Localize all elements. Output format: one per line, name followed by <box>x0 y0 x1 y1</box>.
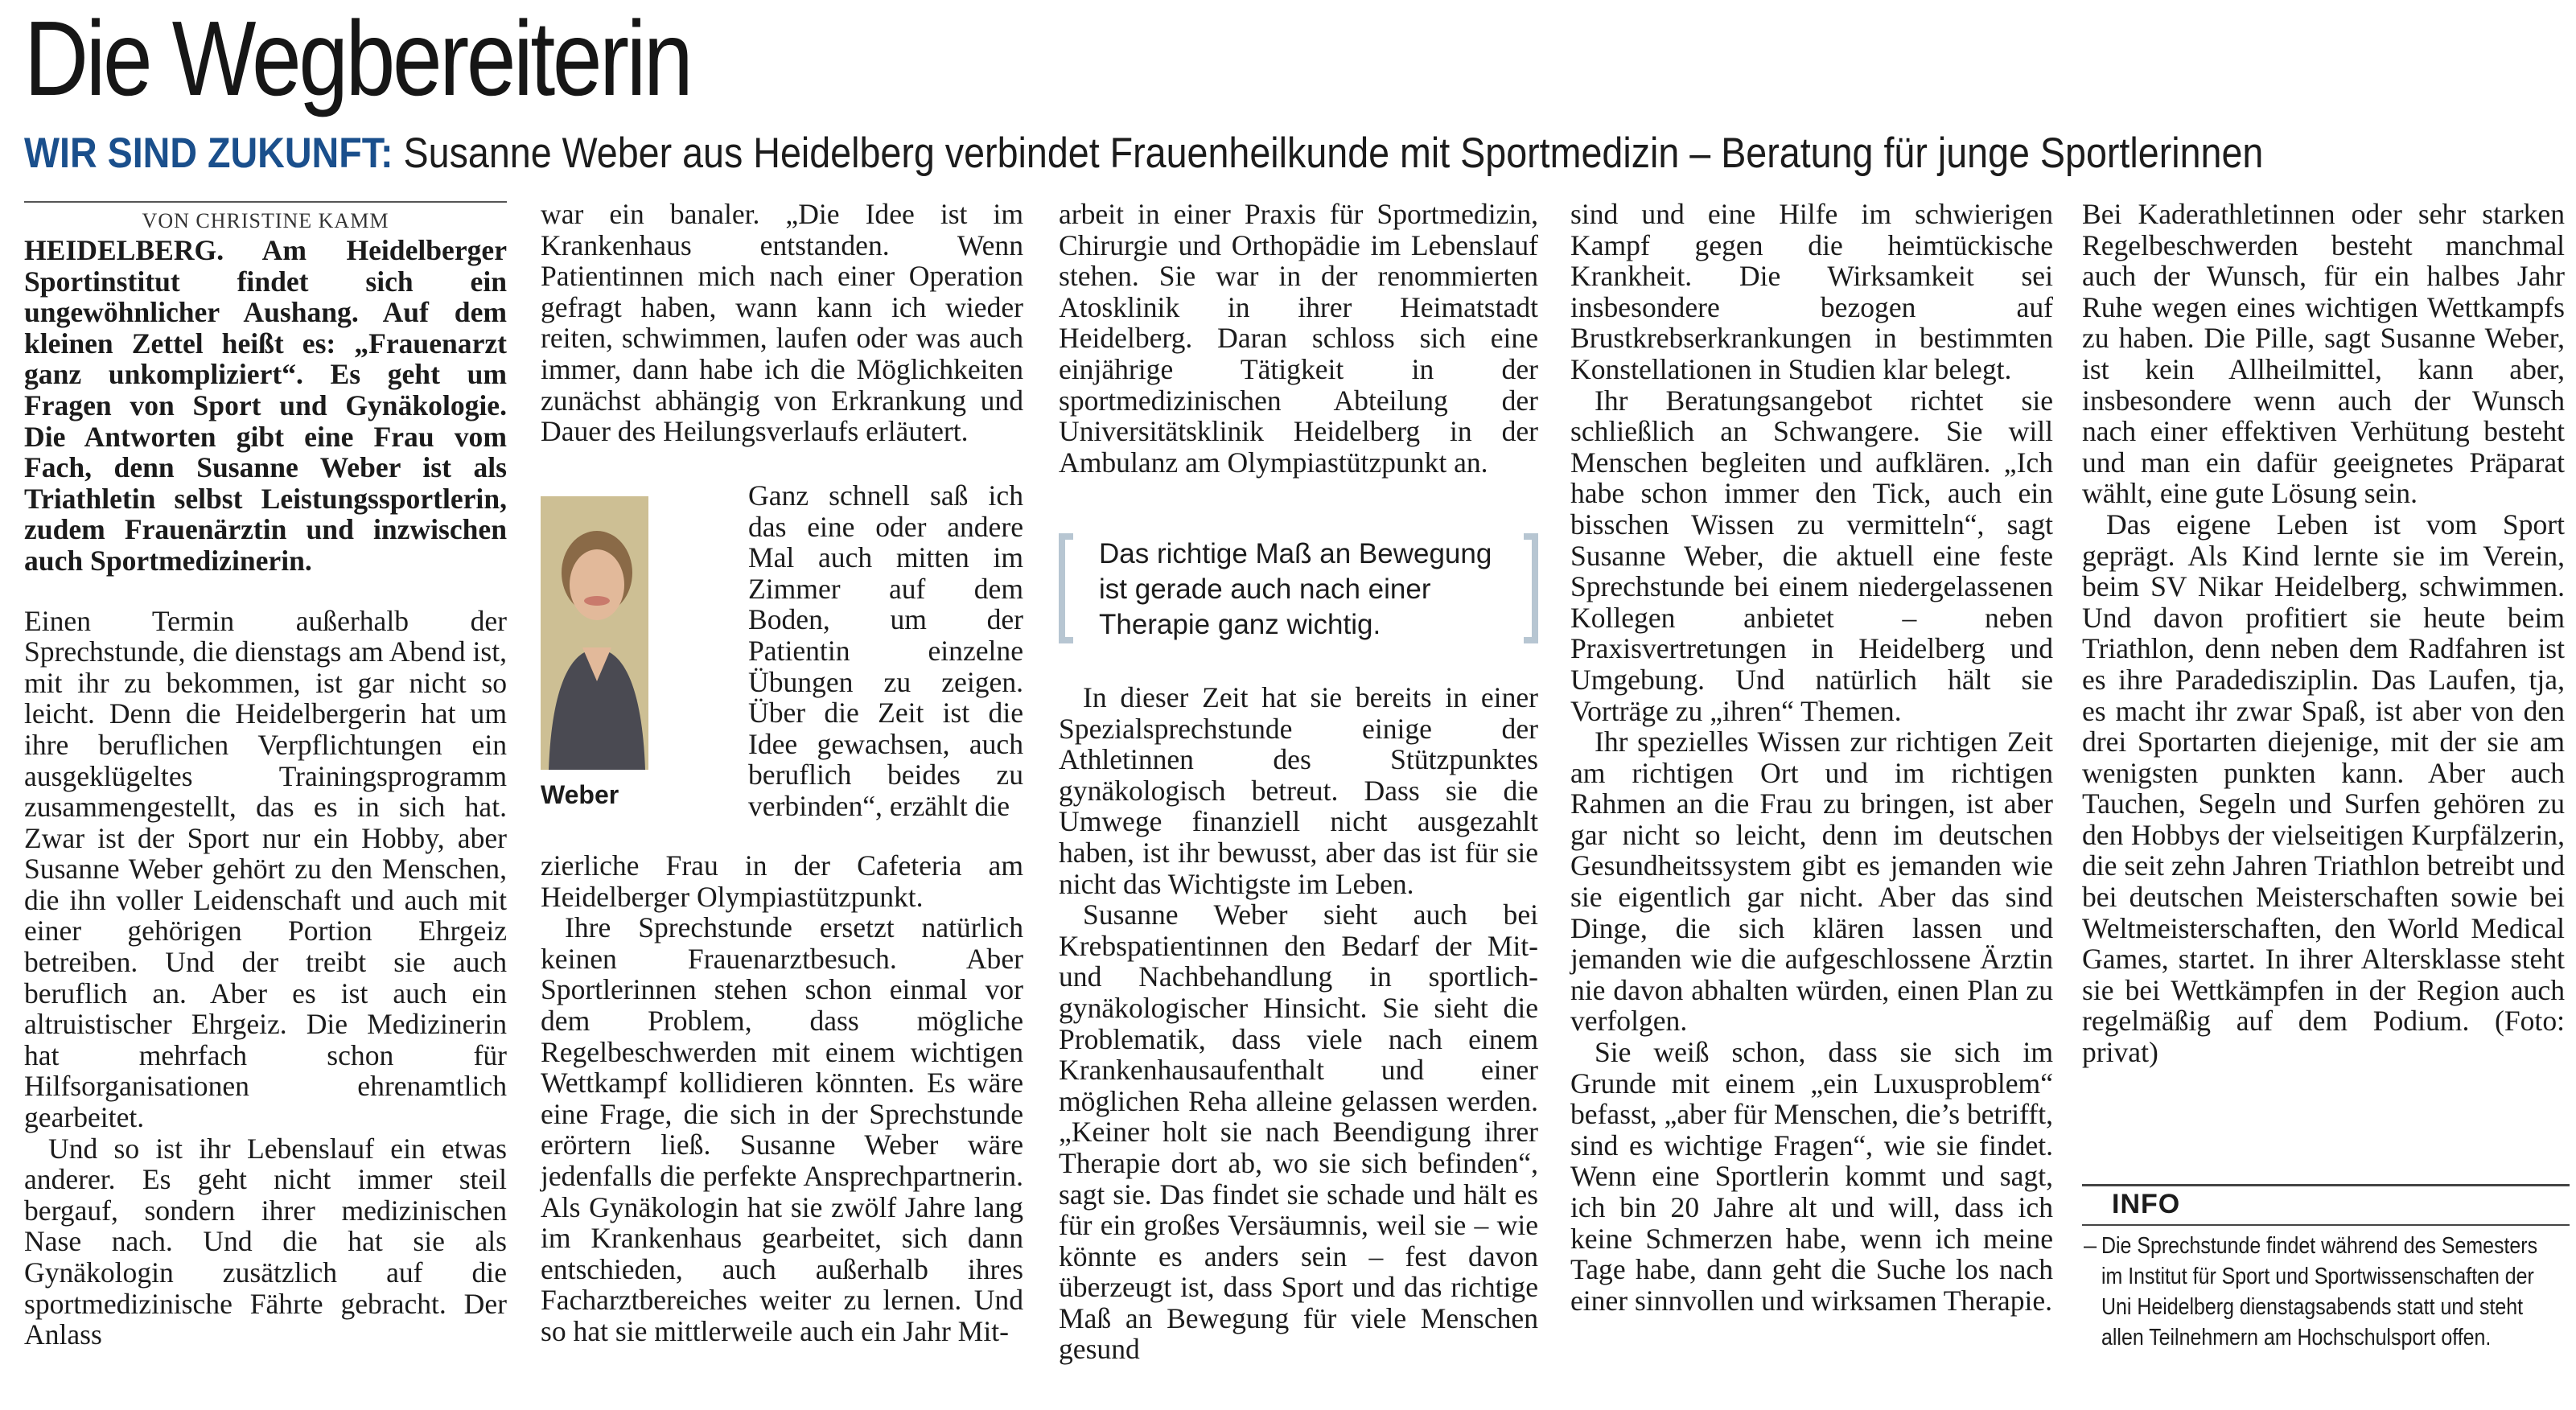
column-2-side <box>748 480 1023 822</box>
kicker: WIR SIND ZUKUNFT: <box>24 129 393 177</box>
col3-paragraph-1: arbeit in einer Praxis für Sportmedizin, Chirurgie und Orthopädie im Lebenslauf stehen. Sie war in der renommierten Atosklinik in ihrer Heimatstadt Heidelberg. Daran schloss sich eine einjährige Tätigkeit in der sportmedizinischen Abteilung der Universitätsklinik Heidelberg in der Ambulanz am Olympiastützpunkt an. <box>1059 198 1538 479</box>
subheadline-row <box>24 129 2263 178</box>
byline: VON CHRISTINE KAMM <box>24 201 507 233</box>
info-top-rule <box>2082 1184 2570 1186</box>
col4-paragraph-1: sind und eine Hilfe im schwierigen Kampf gegen die heimtückische Krankheit. Die Wirksamkeit sei insbesondere bezogen auf Brustkrebserkrankungen in bestimmten Konstellationen in Studien klar belegt. <box>1570 198 2053 385</box>
pull-quote <box>1059 533 1538 643</box>
lead-paragraph: HEIDELBERG. Am Heidelberger Sportinstitut findet sich ein ungewöhnlicher Aushang. Auf dem kleinen Zettel heißt es: „Frauenarzt ganz unkompliziert“. Es geht um Fragen von Sport und Gynäkologie. Die Antworten gibt eine Frau vom Fach, denn Susanne Weber ist als Triathletin selbst Leistungssportlerin, zudem Frauenärztin und inzwischen auch Sportmedizinerin. <box>24 234 507 577</box>
info-label: INFO <box>2112 1189 2181 1219</box>
portrait-illustration <box>541 496 648 770</box>
col4-paragraph-3: Ihr spezielles Wissen zur richtigen Zeit am richtigen Ort und im richtigen Rahmen an die Frau zu bringen, ist aber gar nicht so leicht, denn im deutschen Gesundheitssystem gibt es jemanden wie sie eigentlich gar nicht. Aber das sind Dinge, die sich klären lassen und jemanden wie die aufgeschlossene Ärztin nie davon abhalten würden, einen Plan zu verfolgen. <box>1570 726 2053 1038</box>
quote-bracket-left <box>1059 533 1073 643</box>
col4-paragraph-4: Sie weiß schon, dass sie sich im Grunde mit einem „ein Luxusproblem“ befasst, „aber für Menschen, die’s betrifft, sind es wichtige Fragen“, wie sie findet. Wenn eine Sportlerin kommt und sagt, ich bin 20 Jahre alt und will, dass ich keine Schmerzen habe, wenn ich meine Tage habe, dann geht die Suche los nach einer sinnvollen und wirksamen Therapie. <box>1570 1036 2053 1317</box>
col2-paragraph-side: Ganz schnell saß ich das eine oder andere Mal auch mitten im Zimmer auf dem Boden, um der Patientin einzelne Übungen zu zeigen. Über die Zeit ist die Idee gewachsen, auch beruflich beides zu verbinden“, erzählt die <box>748 479 1023 822</box>
column-4 <box>1570 199 2053 1316</box>
col3-paragraph-2: In dieser Zeit hat sie bereits in einer Spezialsprechstunde einige der Athletinnen des Stützpunktes gynäkologisch betreut. Dass sie die Umwege finanziell nicht ausgezahlt haben, ist ihr bewusst, aber das ist für sie nicht das Wichtigste im Leben. <box>1059 681 1538 900</box>
portrait-photo <box>541 496 648 770</box>
column-3-bottom <box>1059 682 1538 1365</box>
headline: Die Wegbereiterin <box>24 0 691 117</box>
column-2-bottom <box>541 850 1023 1347</box>
info-dash-icon: – <box>2084 1233 2097 1259</box>
column-5 <box>2082 199 2565 1068</box>
col2-paragraph-rest-1: zierliche Frau in der Cafeteria am Heidelberger Olympiastützpunkt. <box>541 849 1023 913</box>
col3-paragraph-3: Susanne Weber sieht auch bei Krebspatientinnen den Bedarf der Mit- und Nachbehandlung in sportlich-gynäkologischer Hinsicht. Sie sieht die Problematik, dass viele nach einem Krankenhausaufenthalt und einer möglichen Reha alleine gelassen werden. „Keiner holt sie nach Beendigung ihrer Therapie dort ab, wo sie sich befinden“, sagt sie. Das findet sie schade und hält es für ein großes Versäumnis, weil sie – wie könnte es anders sein – fest davon überzeugt ist, dass Sport und das richtige Maß an Bewegung für viele Menschen gesund <box>1059 898 1538 1366</box>
info-text: Die Sprechstunde findet während des Semesters im Institut für Sport und Sportwissenschaften der Uni Heidelberg dienstagsabends statt und steht allen Teilnehmern am Hochschulsport offen. <box>2101 1233 2538 1350</box>
col5-paragraph-1: Bei Kaderathletinnen oder sehr starken Regelbeschwerden besteht manchmal auch der Wunsch, für ein halbes Jahr Ruhe wegen eines wichtigen Wettkampfs zu haben. Die Pille, sagt Susanne Weber, ist kein Allheilmittel, kann aber, insbesondere wenn auch der Wunsch nach einer effektiven Verhütung besteht und man ein dafür geeignetes Präparat wählt, eine gute Lösung sein. <box>2082 198 2565 510</box>
col4-paragraph-2: Ihr Beratungsangebot richtet sie schließlich an Schwangere. Sie will Menschen begleiten und aufklären. „Ich habe schon immer den Tick, auch ein bisschen Wissen zu vermitteln“, sagt Susanne Weber, die aktuell eine feste Sprechstunde bei einem niedergelassenen Kollegen anbietet – neben Praxisvertretungen in Heidelberg und Umgebung. Und natürlich hält sie Vorträge zu „ihren“ Themen. <box>1570 384 2053 727</box>
photo-caption: Weber <box>541 780 619 809</box>
col2-paragraph-top: war ein banaler. „Die Idee ist im Krankenhaus entstanden. Wenn Patientinnen mich nach einer Operation gefragt haben, wann kann ich wieder reiten, schwimmen, laufen oder was auch immer, dann habe ich die Möglichkeiten zunächst abhängig von Erkrankung und Dauer des Heilungsverlaufs erläutert. <box>541 198 1023 448</box>
info-rule <box>2082 1224 2570 1226</box>
col2-paragraph-rest-2: Ihre Sprechstunde ersetzt natürlich keinen Frauenarztbesuch. Aber Sportlerinnen stehen schon einmal vor dem Problem, dass mögliche Regelbeschwerden mit einem wichtigen Wettkampf kollidieren könnten. Es wäre eine Frage, die sich in der Sprechstunde erörtern ließ. Susanne Weber wäre jedenfalls die perfekte Ansprechpartnerin. Als Gynäkologin hat sie zwölf Jahre lang im Krankenhaus gearbeitet, sich dann entschieden, auch außerhalb ihres Facharztbereiches weiter zu lernen. Und so hat sie mittlerweile auch ein Jahr Mit- <box>541 911 1023 1347</box>
col1-paragraph-2: Und so ist ihr Lebenslauf ein etwas anderer. Es geht nicht immer steil bergauf, sondern ihrer medizinischen Nase nach. Und die hat sie als Gynäkologin zusätzlich auf die sportmedizinische Fährte gebracht. Der Anlass <box>24 1132 507 1351</box>
column-3 <box>1059 199 1538 478</box>
quote-bracket-right <box>1524 533 1538 643</box>
col1-paragraph-1: Einen Termin außerhalb der Sprechstunde, die dienstags am Abend ist, mit ihr zu bekommen, ist gar nicht so leicht. Denn die Heidelbergerin hat um ihre beruflichen Verpflichtungen ein ausgeklügeltes Trainingsprogramm zusammengestellt, das es in sich hat. Zwar ist der Sport nur ein Hobby, aber Susanne Weber gehört zu den Menschen, die ihn voller Leidenschaft und auch mit einer gehörigen Portion Ehrgeiz betreiben. Und der treibt sie auch beruflich an. Aber es ist auch ein altruistischer Ehrgeiz. Die Medizinerin hat mehrfach schon für Hilfsorganisationen ehrenamtlich gearbeitet. <box>24 604 507 1134</box>
col5-paragraph-2: Das eigene Leben ist vom Sport geprägt. Als Kind lernte sie im Verein, beim SV Nikar Heidelberg, schwimmen. Und davon profitiert sie heute beim Triathlon, denn neben dem Radfahren ist es ihre Paradedisziplin. Das Laufen, tja, es macht ihr zwar Spaß, ist aber von den drei Sportarten diejenige, mit der sie am wenigsten punkten kann. Aber auch Tauchen, Segeln und Surfen gehören zu den Hobbys der vielseitigen Kurpfälzerin, die seit zehn Jahren Triathlon betreibt und bei deutschen Meisterschaften sowie bei Weltmeisterschaften, den World Medical Games, startet. In ihrer Altersklasse steht sie bei Wettkämpfen in der Region auch regelmäßig auf dem Podium. (Foto: privat) <box>2082 508 2565 1069</box>
column-2 <box>541 199 1023 447</box>
subheadline: Susanne Weber aus Heidelberg verbindet Frauenheilkunde mit Sportmedizin – Beratung für junge Sportlerinnen <box>403 129 2264 177</box>
pull-quote-text: Das richtige Maß an Bewegung ist gerade auch nach einer Therapie ganz wichtig. <box>1099 538 1492 640</box>
column-1 <box>24 235 507 1350</box>
